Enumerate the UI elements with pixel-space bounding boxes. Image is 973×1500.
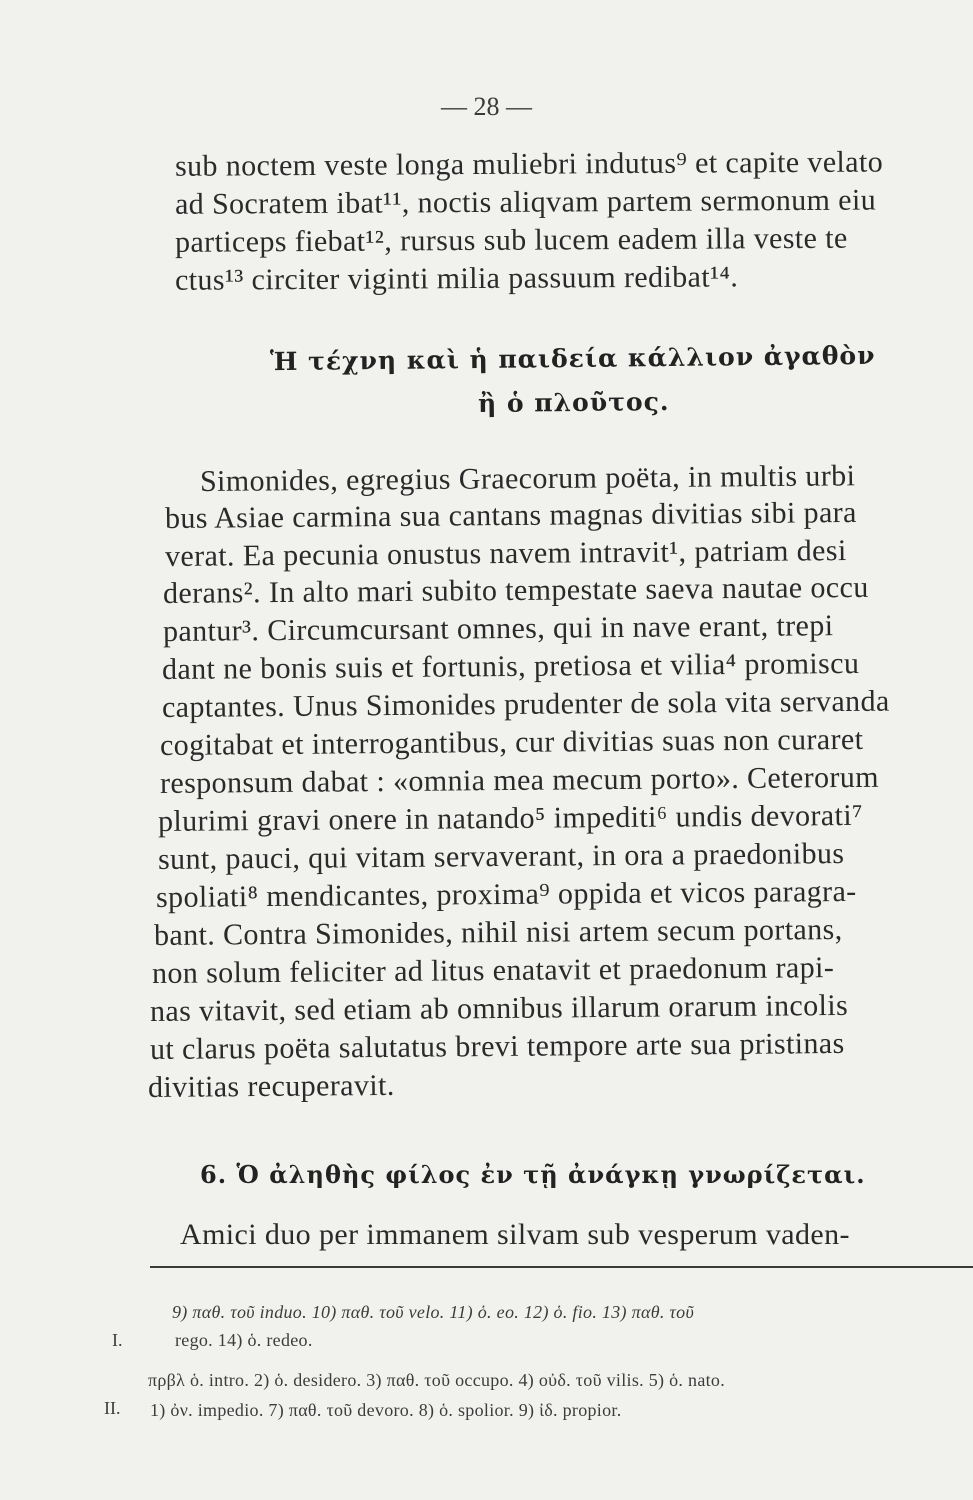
footnote-line: rego. 14) ὁ. redeo. xyxy=(175,1330,313,1350)
paragraph-1-line: particeps fiebat¹², rursus sub lucem eadem illa veste te xyxy=(174,221,848,259)
footnote-rule xyxy=(150,1266,973,1268)
footnote-marker: I. xyxy=(112,1330,123,1350)
paragraph-2-line: ut clarus poëta salutatus brevi tempore arte sua pristinas xyxy=(149,1026,845,1067)
paragraph-2-line: spoliati⁸ mendicantes, proxima⁹ oppida et vicos paragra- xyxy=(155,874,857,915)
paragraph-1-line: sub noctem veste longa muliebri indutus⁹ et capite velato xyxy=(174,145,884,183)
paragraph-2-line: bant. Contra Simonides, nihil nisi artem secum portans, xyxy=(153,913,843,953)
footnote-line: 9) παθ. τοῦ induo. 10) παθ. τοῦ velo. 11) ὁ. eo. 12) ὁ. fio. 13) παθ. τοῦ xyxy=(172,1302,695,1322)
paragraph-2-line: dant ne bonis suis et fortunis, pretiosa et vilia⁴ promiscu xyxy=(161,646,860,687)
footnote-line: 1) ὀν. impedio. 7) παθ. τοῦ devoro. 8) ὁ. spolior. 9) ἰδ. propior. xyxy=(150,1400,622,1420)
paragraph-1-line: ad Socratem ibat¹¹, noctis aliqvam partem sermonum eiu xyxy=(174,183,877,221)
paragraph-2-line: verat. Ea pecunia onustus navem intravit¹, patriam desi xyxy=(164,534,847,574)
paragraph-2-line: pantur³. Circumcursant omnes, qui in nave erant, trepi xyxy=(162,609,834,649)
paragraph-2-line: bus Asiae carmina sua cantans magnas divitias sibi para xyxy=(164,495,857,536)
paragraph-1-line: ctus¹³ circiter viginti milia passuum redibat¹⁴. xyxy=(174,260,739,297)
paragraph-2-line: non solum feliciter ad litus enatavit et praedonum rapi- xyxy=(151,951,835,991)
paragraph-2-line: derans². In alto mari subito tempestate saeva nautae occu xyxy=(162,570,869,611)
section-heading: ἢ ὁ πλοῦτος. xyxy=(477,386,670,419)
paragraph-2-line: sunt, pauci, qui vitam servaverant, in ora a praedonibus xyxy=(157,837,845,877)
paragraph-2-line: plurimi gravi onere in natando⁵ impediti⁶ undis devorati⁷ xyxy=(157,798,864,839)
paragraph-2-line: cogitabat et interrogantibus, cur divitias suas non curaret xyxy=(159,722,864,763)
paragraph-2-line: Simonides, egregius Graecorum poëta, in multis urbi xyxy=(199,459,856,499)
paragraph-2-line: responsum dabat : «omnia mea mecum porto». Ceterorum xyxy=(159,760,880,801)
page-number: — 28 — xyxy=(441,92,532,121)
paragraph-2-line: divitias recuperavit. xyxy=(147,1068,395,1105)
paragraph-2-line: nas vitavit, sed etiam ab omnibus illarum orarum incolis xyxy=(149,988,849,1029)
section-heading: Ἡ τέχνη καὶ ἡ παιδεία κάλλιον ἀγαθὸν xyxy=(269,340,876,377)
footnote-marker: II. xyxy=(104,1398,121,1418)
section-heading: 6. Ὁ ἀληθὴς φίλος ἐν τῇ ἀνάγκῃ γνωρίζεται. xyxy=(200,1160,866,1189)
paragraph-2-line: captantes. Unus Simonides prudenter de sola vita servanda xyxy=(161,684,890,725)
paragraph-3-line: Amici duo per immanem silvam sub vesperum vaden- xyxy=(180,1218,850,1251)
footnote-line: πρβλ ὁ. intro. 2) ὁ. desidero. 3) παθ. τοῦ occupo. 4) οὐδ. τοῦ vilis. 5) ὁ. nato. xyxy=(148,1370,726,1390)
